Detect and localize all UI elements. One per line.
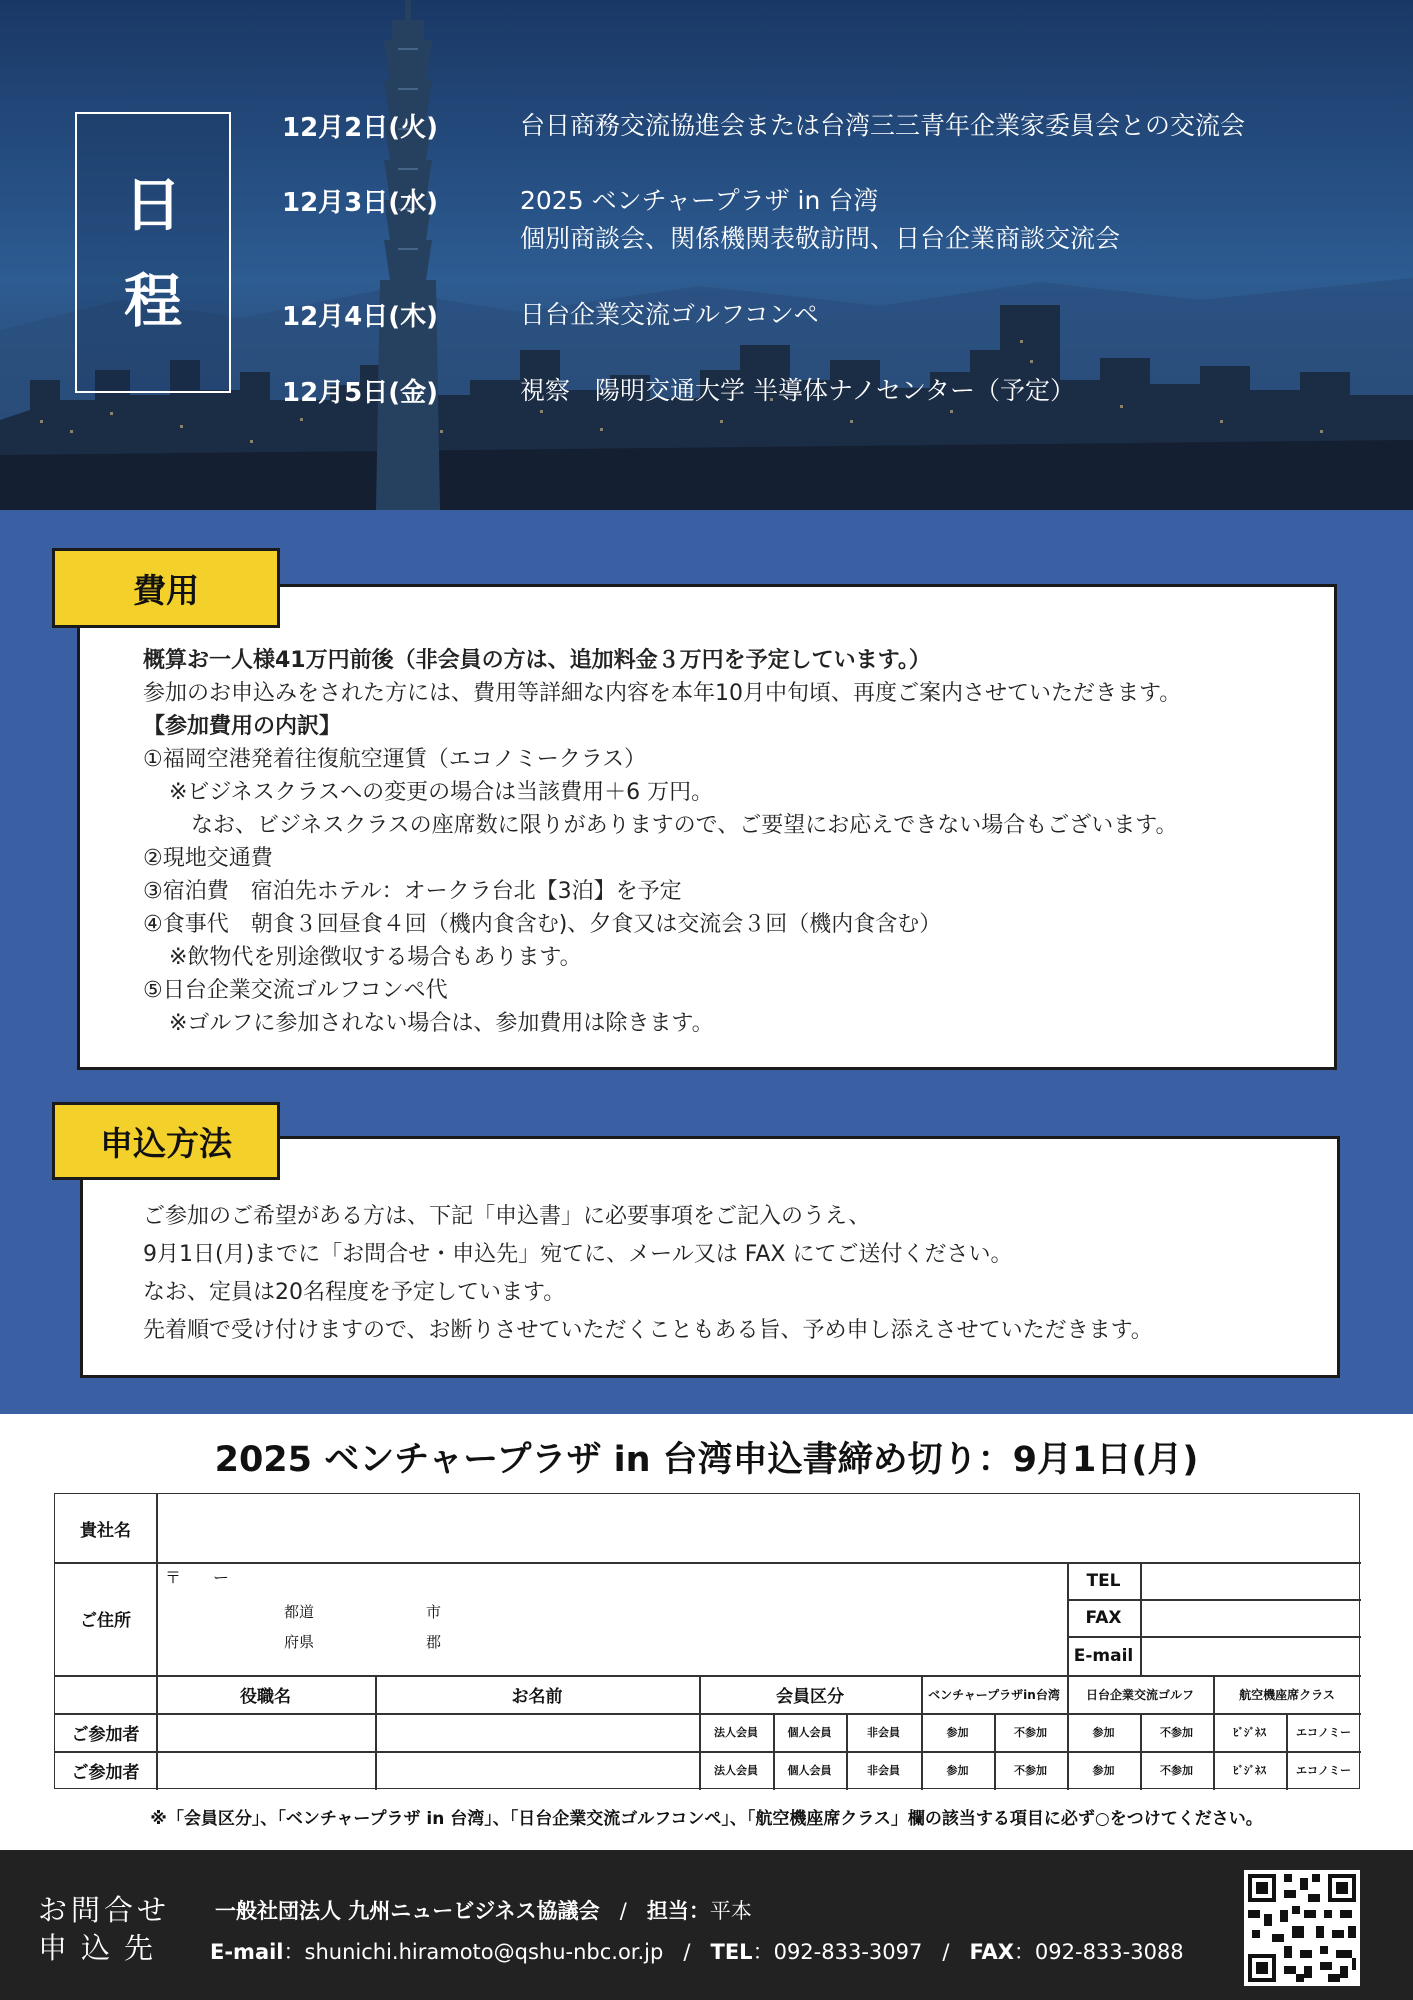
form-title: 2025 ベンチャープラザ in 台湾申込書締め切り：9月1日(月)	[214, 1440, 1199, 1480]
contact-detail-line: E-mail：shunichi.hiramoto@qshu-nbc.or.jp / TEL：092-833-3097 / FAX：092-833-3088	[210, 1940, 1184, 1964]
fax-label: FAX	[1085, 1607, 1122, 1628]
qr-code-icon[interactable]	[1244, 1870, 1360, 1986]
seat-header: 航空機座席クラス	[1239, 1687, 1335, 1702]
city-label-1: 市	[426, 1602, 442, 1621]
schedule-desc: 日台企業交流ゴルフコンペ	[520, 300, 819, 329]
position-header: 役職名	[240, 1686, 291, 1707]
schedule-desc-2: 個別商談会、関係機関表敬訪問、日台企業商談交流会	[520, 224, 1121, 253]
contact-tel[interactable]: 092-833-3097	[773, 1940, 923, 1964]
cost-line: なお、ビジネスクラスの座席数に限りがありますので、ご要望にお応えできない場合もございます。	[191, 813, 1178, 838]
schedule-title-char-2: 程	[123, 266, 182, 335]
seat-option-business[interactable]: ﾋﾞｼﾞﾈｽ	[1233, 1726, 1266, 1739]
email-field[interactable]	[1141, 1636, 1361, 1675]
seat-option-economy[interactable]: エコノミー	[1296, 1726, 1351, 1739]
member-option-non[interactable]: 非会員	[867, 1764, 900, 1777]
schedule-desc: 視察 陽明交通大学 半導体ナノセンター（予定）	[520, 376, 1075, 405]
cost-line: ⑤日台企業交流ゴルフコンペ代	[143, 978, 448, 1003]
golf-option-join[interactable]: 参加	[1092, 1764, 1115, 1777]
company-field[interactable]	[157, 1494, 1361, 1562]
member-option-non[interactable]: 非会員	[867, 1726, 900, 1739]
contact-label-1: お問合せ	[38, 1893, 171, 1927]
email-label: E-mail	[1073, 1645, 1134, 1666]
cost-line: ※ゴルフに参加されない場合は、参加費用は除きます。	[169, 1011, 714, 1036]
cost-line: ④食事代 朝食３回昼食４回（機内食含む)、夕食又は交流会３回（機内食含む）	[143, 912, 942, 937]
participant-name-field[interactable]	[376, 1751, 699, 1789]
golf-option-decline[interactable]: 不参加	[1160, 1764, 1193, 1777]
contact-email[interactable]: shunichi.hiramoto@qshu-nbc.or.jp	[304, 1940, 664, 1964]
postal-mark: 〒 ー	[165, 1567, 230, 1587]
tel-label: TEL	[710, 1940, 753, 1964]
schedule-desc: 台日商務交流協進会または台湾三三青年企業家委員会との交流会	[520, 111, 1246, 140]
golf-header: 日台企業交流ゴルフ	[1085, 1687, 1194, 1702]
contact-org: 一般社団法人 九州ニュービジネス協議会	[215, 1899, 600, 1923]
schedule-date: 12月2日(火)	[282, 113, 439, 143]
tel-field[interactable]	[1141, 1562, 1361, 1599]
schedule-title	[75, 112, 231, 393]
contact-fax[interactable]: 092-833-3088	[1034, 1940, 1184, 1964]
contact-person: 平本	[709, 1899, 752, 1923]
apply-line: なお、定員は20名程度を予定しています。	[143, 1280, 566, 1305]
participant-name-field[interactable]	[376, 1713, 699, 1751]
venture-option-join[interactable]: 参加	[946, 1726, 969, 1739]
venture-option-decline[interactable]: 不参加	[1014, 1764, 1047, 1777]
schedule-title-char-1: 日	[123, 170, 182, 239]
company-label: 貴社名	[80, 1520, 131, 1541]
prefecture-label-2: 府県	[284, 1632, 315, 1651]
fax-field[interactable]	[1141, 1599, 1361, 1636]
apply-line: 9月1日(月)までに「お問合せ・申込先」宛てに、メール又は FAX にてご送付ください。	[143, 1242, 1013, 1267]
apply-line: ご参加のご希望がある方は、下記「申込書」に必要事項をご記入のうえ、	[143, 1204, 871, 1229]
schedule-date: 12月3日(水)	[282, 188, 439, 218]
member-option-individual[interactable]: 個人会員	[787, 1764, 832, 1777]
member-header: 会員区分	[776, 1686, 844, 1707]
contact-org-line	[215, 1895, 752, 1925]
seat-option-business[interactable]: ﾋﾞｼﾞﾈｽ	[1233, 1764, 1266, 1777]
email-label: E-mail	[210, 1940, 284, 1964]
member-option-corporate[interactable]: 法人会員	[714, 1764, 758, 1777]
member-option-corporate[interactable]: 法人会員	[714, 1726, 758, 1739]
tel-label: TEL	[1086, 1570, 1121, 1591]
separator: /	[942, 1940, 950, 1964]
venture-header: ベンチャープラザin台湾	[928, 1687, 1060, 1702]
contact-footer	[0, 1850, 1413, 2000]
seat-option-economy[interactable]: エコノミー	[1296, 1764, 1351, 1777]
separator: /	[619, 1899, 627, 1923]
fax-label: FAX	[969, 1940, 1014, 1964]
city-label-2: 郡	[426, 1632, 442, 1651]
cost-line: ①福岡空港発着往復航空運賃（エコノミークラス）	[143, 747, 647, 772]
cost-line: 参加のお申込みをされた方には、費用等詳細な内容を本年10月中旬頃、再度ご案内させていただきます。	[143, 681, 1182, 706]
address-label: ご住所	[80, 1611, 131, 1631]
form-note: ※「会員区分」、「ベンチャープラザ in 台湾」、「日台企業交流ゴルフコンペ」、「航空機座席クラス」欄の該当する項目に必ず○をつけてください。	[150, 1809, 1263, 1829]
golf-option-decline[interactable]: 不参加	[1160, 1726, 1193, 1739]
cost-line: ②現地交通費	[143, 846, 273, 871]
cost-text	[143, 644, 1181, 1040]
participant-position-field[interactable]	[157, 1713, 375, 1751]
contact-person-label: 担当：	[646, 1899, 710, 1923]
cost-line: ※ビジネスクラスへの変更の場合は当該費用＋6 万円。	[169, 780, 714, 805]
participant-position-field[interactable]	[157, 1751, 375, 1789]
apply-text	[143, 1198, 1153, 1350]
venture-option-decline[interactable]: 不参加	[1014, 1726, 1047, 1739]
separator: /	[683, 1940, 691, 1964]
participant-label: ご参加者	[71, 1724, 140, 1745]
apply-line: 先着順で受け付けますので、お断りさせていただくこともある旨、予め申し添えさせていただきます。	[143, 1318, 1153, 1343]
name-header: お名前	[511, 1686, 563, 1707]
golf-option-join[interactable]: 参加	[1092, 1726, 1115, 1739]
prefecture-label-1: 都道	[284, 1602, 315, 1621]
cost-heading: 費用	[52, 548, 280, 628]
contact-label-2: 申込先	[38, 1931, 168, 1965]
application-form	[54, 1493, 1360, 1789]
cost-line: 概算お一人様41万円前後（非会員の方は、追加料金３万円を予定しています。）	[143, 648, 931, 673]
venture-option-join[interactable]: 参加	[946, 1764, 969, 1777]
address-field[interactable]	[157, 1586, 1067, 1675]
hero-banner	[0, 0, 1413, 510]
participant-label: ご参加者	[71, 1762, 140, 1783]
apply-heading: 申込方法	[52, 1102, 280, 1180]
cost-line: ※飲物代を別途徴収する場合もあります。	[169, 945, 582, 970]
schedule-desc: 2025 ベンチャープラザ in 台湾	[520, 186, 879, 215]
member-option-individual[interactable]: 個人会員	[787, 1726, 832, 1739]
cost-line: 【参加費用の内訳】	[143, 714, 342, 739]
schedule-date: 12月4日(木)	[282, 302, 439, 332]
cost-line: ③宿泊費 宿泊先ホテル：オークラ台北【3泊】を予定	[143, 879, 682, 904]
schedule-date: 12月5日(金)	[282, 378, 439, 408]
